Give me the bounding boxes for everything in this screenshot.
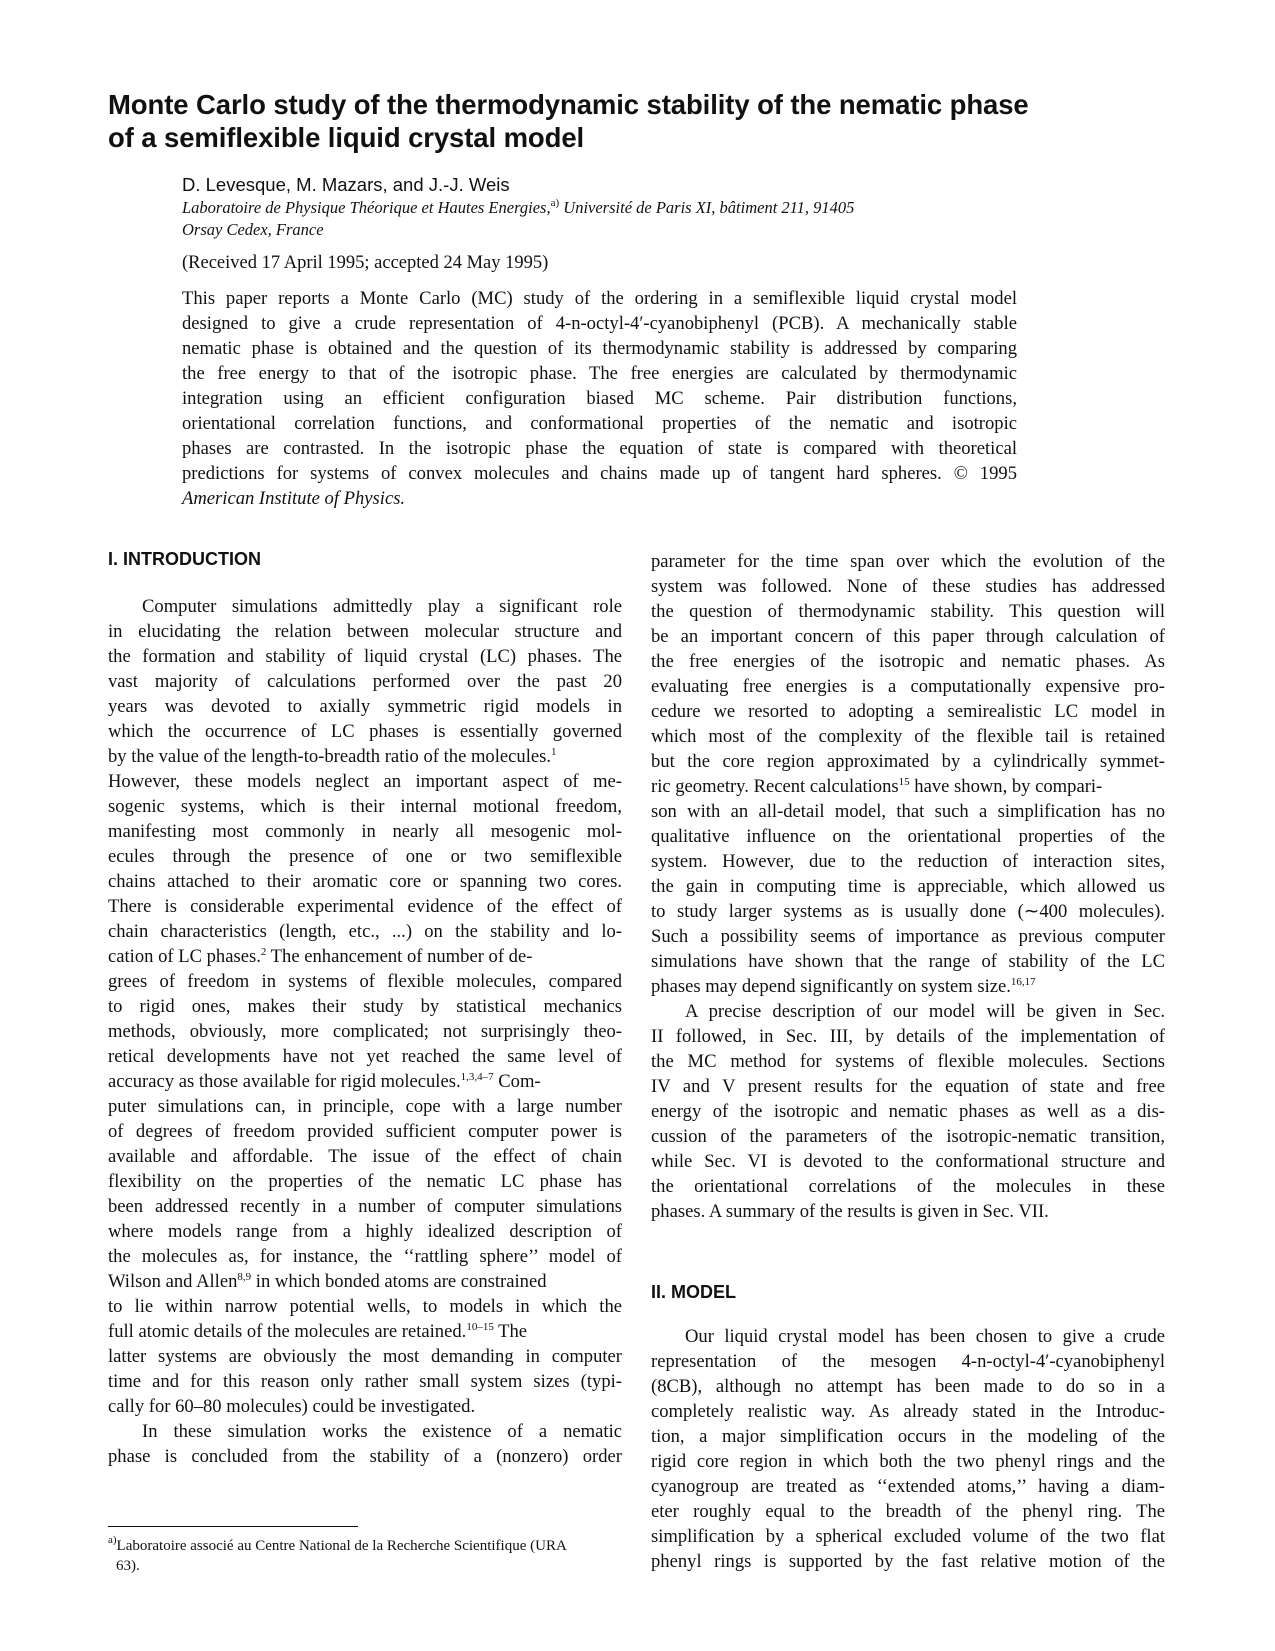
authors: D. Levesque, M. Mazars, and J.-J. Weis (182, 174, 510, 195)
text-line: retical developments have not yet reached the same level of (108, 1046, 622, 1067)
text-line (108, 1319, 622, 1344)
text-line: the gain in computing time is appreciable, which allowed us (651, 876, 1165, 897)
text-line (651, 974, 1165, 999)
text-line: ecules through the presence of one or two semiflexible (108, 846, 622, 867)
text-span: Wilson and Allen (108, 1271, 238, 1292)
text-line (108, 1269, 622, 1294)
abstract-line: This paper reports a Monte Carlo (MC) study of the ordering in a semiflexible liquid crystal model (182, 288, 1017, 309)
text-line: the formation and stability of liquid crystal (LC) phases. The (108, 646, 622, 667)
text-line: but the core region approximated by a cylindrically symmet- (651, 751, 1165, 772)
text-line: available and affordable. The issue of the effect of chain (108, 1146, 622, 1167)
affiliation-footnote-mark: a) (550, 197, 560, 209)
text-line: flexibility on the properties of the nematic LC phase has (108, 1171, 622, 1192)
text-line: phases. A summary of the results is given in Sec. VII. (651, 1201, 1049, 1222)
affiliation-line-1 (182, 197, 1082, 219)
text-span: full atomic details of the molecules are retained. (108, 1321, 467, 1342)
received-dates: (Received 17 April 1995; accepted 24 May 1995) (182, 253, 549, 273)
right-column (651, 549, 1165, 1224)
text-span: accuracy as those available for rigid molecules. (108, 1071, 461, 1092)
abstract-line: American Institute of Physics. (182, 488, 406, 509)
text-line: which the occurrence of LC phases is essentially governed (108, 721, 622, 742)
text-line (108, 1069, 622, 1094)
abstract-line: nematic phase is obtained and the question of its thermodynamic stability is addressed by comparing (182, 338, 1017, 359)
text-line: the free energies of the isotropic and nematic phases. As (651, 651, 1165, 672)
text-line: energy of the isotropic and nematic phases as well as a dis- (651, 1101, 1165, 1122)
text-line: where models range from a highly idealized description of (108, 1221, 622, 1242)
text-line: eter roughly equal to the breadth of the phenyl ring. The (651, 1501, 1165, 1522)
text-line: grees of freedom in systems of flexible molecules, compared (108, 971, 622, 992)
text-line: methods, obviously, more complicated; not surprisingly theo- (108, 1021, 622, 1042)
text-line: simulations have shown that the range of stability of the LC (651, 951, 1165, 972)
text-line: be an important concern of this paper through calculation of (651, 626, 1165, 647)
text-span: by the value of the length-to-breadth ratio of the molecules. (108, 746, 551, 767)
text-line: to lie within narrow potential wells, to models in which the (108, 1296, 622, 1317)
text-line: years was devoted to axially symmetric rigid models in (108, 696, 622, 717)
text-line: parameter for the time span over which the evolution of the (651, 551, 1165, 572)
text-line: phase is concluded from the stability of a (nonzero) order (108, 1446, 622, 1467)
text-line: to rigid ones, makes their study by statistical mechanics (108, 996, 622, 1017)
text-line: simplification by a spherical excluded volume of the two flat (651, 1526, 1165, 1547)
text-line: A precise description of our model will be given in Sec. (685, 1001, 1165, 1022)
section-heading-introduction: I. INTRODUCTION (108, 549, 261, 569)
text-line: sogenic systems, which is their internal motional freedom, (108, 796, 622, 817)
text-line: completely realistic way. As already stated in the Introduc- (651, 1401, 1165, 1422)
abstract (182, 286, 1017, 511)
text-span: have shown, by compari- (909, 776, 1103, 797)
left-column (108, 594, 622, 1469)
abstract-line: predictions for systems of convex molecules and chains made up of tangent hard spheres. © 1995 (182, 463, 1017, 484)
text-line: evaluating free energies is a computationally expensive pro- (651, 676, 1165, 697)
text-line: the MC method for systems of flexible molecules. Sections (651, 1051, 1165, 1072)
text-line: which most of the complexity of the flexible tail is retained (651, 726, 1165, 747)
affiliation-university: Université de Paris XI, bâtiment 211, 91405 (559, 198, 855, 217)
footnote-rule (108, 1526, 358, 1527)
text-line: phenyl rings is supported by the fast relative motion of the (651, 1551, 1165, 1572)
title-line-1: Monte Carlo study of the thermodynamic stability of the nematic phase (108, 89, 1029, 120)
text-line: cyanogroup are treated as ‘‘extended atoms,’’ having a diam- (651, 1476, 1165, 1497)
text-line: puter simulations can, in principle, cope with a large number (108, 1096, 622, 1117)
text-line: II followed, in Sec. III, by details of the implementation of (651, 1026, 1165, 1047)
text-line: IV and V present results for the equation of state and free (651, 1076, 1165, 1097)
affiliation-line-2: Orsay Cedex, France (182, 220, 324, 239)
footnote (108, 1536, 628, 1576)
affiliation-lab: Laboratoire de Physique Théorique et Hautes Energies, (182, 198, 551, 217)
text-line: son with an all-detail model, that such a simplification has no (651, 801, 1165, 822)
text-line: In these simulation works the existence of a nematic (142, 1421, 622, 1442)
text-line: while Sec. VI is devoted to the conformational structure and (651, 1151, 1165, 1172)
text-line: system was followed. None of these studies has addressed (651, 576, 1165, 597)
text-line: Such a possibility seems of importance as previous computer (651, 926, 1165, 947)
citation-sup: 10–15 (466, 1321, 494, 1333)
abstract-line: phases are contrasted. In the isotropic phase the equation of state is compared with theoretical (182, 438, 1017, 459)
footnote-mark: a) (108, 1534, 117, 1546)
text-line: However, these models neglect an important aspect of me- (108, 771, 622, 792)
text-line: chain characteristics (length, etc., ...) on the stability and lo- (108, 921, 622, 942)
citation-sup: 1,3,4–7 (460, 1071, 494, 1083)
text-line: manifesting most commonly in nearly all mesogenic mol- (108, 821, 622, 842)
footnote-text: Laboratoire associé au Centre National de la Recherche Scientifique (URA (116, 1538, 567, 1554)
text-line: cally for 60–80 molecules) could be investigated. (108, 1396, 476, 1417)
text-line (108, 944, 622, 969)
text-line: rigid core region in which both the two phenyl rings and the (651, 1451, 1165, 1472)
affiliation (182, 197, 1082, 241)
text-line (651, 774, 1165, 799)
citation-sup: 1 (551, 746, 557, 758)
text-line: cussion of the parameters of the isotropic-nematic transition, (651, 1126, 1165, 1147)
citation-sup: 16,17 (1010, 976, 1036, 988)
text-line: the question of thermodynamic stability. This question will (651, 601, 1165, 622)
text-line: qualitative influence on the orientational properties of the (651, 826, 1165, 847)
text-line: the orientational correlations of the molecules in these (651, 1176, 1165, 1197)
abstract-line: designed to give a crude representation of 4-n-octyl-4′-cyanobiphenyl (PCB). A mechanically stable (182, 313, 1017, 334)
text-line: in elucidating the relation between molecular structure and (108, 621, 622, 642)
text-line: Computer simulations admittedly play a significant role (142, 596, 622, 617)
text-span: The (493, 1321, 528, 1342)
text-line: tion, a major simplification occurs in the modeling of the (651, 1426, 1165, 1447)
text-span: cation of LC phases. (108, 946, 261, 967)
text-span: phases may depend significantly on system size. (651, 976, 1011, 997)
text-line: been addressed recently in a number of computer simulations (108, 1196, 622, 1217)
text-line: latter systems are obviously the most demanding in computer (108, 1346, 622, 1367)
text-line: of degrees of freedom provided sufficient computer power is (108, 1121, 622, 1142)
text-line: to study larger systems as is usually done (∼400 molecules). (651, 901, 1165, 922)
title-line-2: of a semiflexible liquid crystal model (108, 122, 585, 153)
footnote-line-1 (108, 1536, 628, 1556)
text-line: Our liquid crystal model has been chosen to give a crude (685, 1326, 1165, 1347)
citation-sup: 2 (260, 946, 267, 958)
abstract-line: orientational correlation functions, and conformational properties of the nematic and isotropic (182, 413, 1017, 434)
abstract-line: integration using an efficient configuration biased MC scheme. Pair distribution functions, (182, 388, 1017, 409)
abstract-line: the free energy to that of the isotropic phase. The free energies are calculated by thermodynamic (182, 363, 1017, 384)
text-span: The enhancement of number of de- (266, 946, 533, 967)
section-heading-model: II. MODEL (651, 1282, 736, 1302)
text-line: chains attached to their aromatic core or spanning two cores. (108, 871, 622, 892)
paper-title (108, 88, 1158, 154)
footnote-line-2: 63). (116, 1558, 140, 1574)
right-column-model (651, 1324, 1165, 1574)
text-span: in which bonded atoms are constrained (251, 1271, 547, 1292)
citation-sup: 15 (898, 776, 910, 788)
text-line: the molecules as, for instance, the ‘‘rattling sphere’’ model of (108, 1246, 622, 1267)
text-line (108, 744, 622, 769)
text-span: Com- (493, 1071, 541, 1092)
text-line: (8CB), although no attempt has been made to do so in a (651, 1376, 1165, 1397)
citation-sup: 8,9 (237, 1271, 252, 1283)
text-line: time and for this reason only rather small system sizes (typi- (108, 1371, 622, 1392)
text-line: There is considerable experimental evidence of the effect of (108, 896, 622, 917)
text-line: representation of the mesogen 4-n-octyl-4′-cyanobiphenyl (651, 1351, 1165, 1372)
text-line: cedure we resorted to adopting a semirealistic LC model in (651, 701, 1165, 722)
text-span: ric geometry. Recent calculations (651, 776, 899, 797)
text-line: system. However, due to the reduction of interaction sites, (651, 851, 1165, 872)
text-line: vast majority of calculations performed over the past 20 (108, 671, 622, 692)
